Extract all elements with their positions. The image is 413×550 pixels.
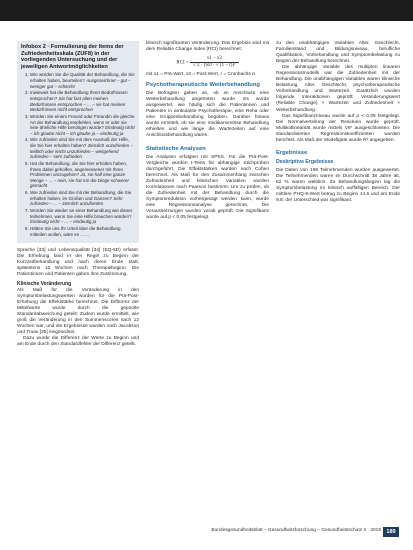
infobox-list [21,72,135,237]
paragraph: klinisch signifikanten Veränderung. Das Ergebnis wird mit dem Reliable Change Index (RCI) berechnet: [146,41,269,53]
formula-label: RCI = [176,60,189,66]
rci-formula [146,56,269,69]
paragraph: Sprache [33] und Lebensqualität [34] (EQ-5D) erfasst. Die Erhebung fand in der Regel zu Beginn der Kurzzeitbehandlung und nach deren Ende statt, spätestens 10 Wochen nach Therapiebeginn. Die Patientinnen und Patienten gaben ihre Zustimmung. [17,247,139,277]
paragraph: Die abhängige Variable des multiplen linearen Regressionsmodells war die Zufriedenheit mit der Behandlung. Die unabhängigen Variablen waren klinische Belastung, Alter, Geschlecht, psychotherapeutische Vorbehandlung und Wartezeit. Zusätzlich wurden folgende Interaktionen geprüft: Veränderungswert (Reliable Change) × Wartezeit und Zufriedenheit × Weiterbehandlung. [276,65,400,113]
paragraph: Die Daten von 189 Teilnehmenden wurden ausgewertet. Die Teilnehmenden waren im Durchschnitt 38 Jahre alt, 62 % waren weiblich. Zu Behandlungsbeginn lag die Symptombelastung im klinisch auffälligen Bereich. Der mittlere PHQ-9-Wert betrug zu Beginn 14,6 und am Ende 9,8; der Unterschied war signifikant. [276,167,400,204]
header-bar [0,0,413,21]
item-question: Hat die Behandlung, die Sie hier erhalten haben, Ihnen dabei geholfen, angemessener mit Ihren Problemen umzugehen? [30,161,128,178]
infobox [17,41,139,243]
infobox-title: Infobox 2 · Formulierung der Items der Zufriedenheitsskala (ZUF8) in der vorliegenden Untersuchung und der jeweiligen Antwortmöglichkeiten [21,44,124,70]
item-question: Würden Sie wieder an einer Behandlung wie dieser teilnehmen, wenn Sie eine Hilfe brauchen würden? [30,208,133,219]
column-3 [276,41,400,204]
section-heading: Psychotherapeutische Weiterbehandlung [146,82,260,89]
paragraph: Die Analysen erfolgten mit SPSS. Für die Prä-Post-Vergleiche wurden t-Tests für abhängige Stichproben durchgeführt. Die Effektstärken wurden nach Cohen berechnet. Als Maß für den Zusammenhang zwischen Zufriedenheit und klinischen Variablen wurden Korrelationen nach Pearson bestimmt. Um zu prüfen, ob die Zufriedenheit mit der Behandlung durch die Symptomreduktion vorhergesagt werden kann, wurde eine Regressionsanalyse gerechnet. Die Voraussetzungen wurden vorab geprüft. Die Signifikanz wurde auf p < 0,05 festgelegt. [146,154,269,220]
column-2 [146,41,269,221]
item-answer: Ziemlich unzufrieden – leidlich oder leicht unzufrieden – weitgehend zufrieden – sehr zufrieden [30,143,133,160]
paragraph: zu den unabhängigen Variablen Alter, Geschlecht, Familienstand und Bildungsniveau, berufliche Qualifikation, Vorbehandlung und Symptombelastung zu Beginn der Behandlung berechnet. [276,41,400,65]
item-answer: ... [85,231,90,237]
journal-citation: Bundesgesundheitsblatt – Gesundheitsforschung – Gesundheitsschutz 3 · 2019 [211,528,381,533]
section-heading: Ergebnisse [276,149,308,156]
paragraph: Die Befragten gaben an, ob im Anschluss eine Weiterbehandlung angetreten wurde. Es wurde ausgewertet, wie häufig sich die Patientinnen und Patienten in ambulante Psychotherapie, eine Reha oder eine Gruppenbehandlung begaben. Darüber hinaus wurde ermittelt, ob sie eine medikamentöse Behandlung erhielten und wie lange die Wartezeiten auf eine Anschlussbehandlung waren. [146,91,269,139]
formula-fraction [190,56,239,69]
formula-numerator: x1 – x2 [190,56,239,63]
paragraph: Das Signifikanzniveau wurde auf p < 0,05 festgelegt. Die Normalverteilung der Residuen wurde geprüft. Multikollinearität wurde mittels VIF ausgeschlossen. Die standardisierten Regressionskoeffizienten wurden berichtet. Als Maß der Modellgüte wurde R² angegeben. [276,113,400,143]
item-answer: Eindeutig nicht – ich glaube nicht – ich glaube ja – eindeutig ja [30,125,135,136]
infobox-item [30,208,135,225]
item-answer: Sie hat fast allen meinen Bedürfnissen entsprochen – ... – sie hat meinen Bedürfnissen nicht entsprochen [30,95,126,113]
item-question: Würden Sie einem Freund oder Freundin die gleiche Art der Behandlung empfehlen, wenn er oder sie eine ähnliche Hilfe benötigen würde? [30,113,135,131]
infobox-item [30,137,135,159]
subheading: Klinische Veränderung [17,280,72,287]
infobox-item [30,226,135,237]
column-1 [17,41,139,348]
section-heading: Statistische Analysen [146,145,206,152]
item-answer: Sehr zufrieden – ... – ziemlich unzufrieden [30,195,123,207]
paragraph: Dazu wurde die Differenz der Werte zu Beginn und am Ende durch den Standardfehler der Differenz geteilt. [17,336,139,348]
infobox-item [30,90,135,112]
infobox-item [30,114,135,136]
infobox-item [30,190,135,207]
paragraph: Als Maß für die Veränderung in den Symptombelastungswerten wurden für die Prä-Post-Erhebung die Effektstärke berechnet. Die Differenz der Mittelwerte wurde durch die gepoolte Standardabweichung geteilt. Zudem wurde ermittelt, wie groß die Veränderung in den Summenscores nach 12 Wochen war, und die Ergebnisse wurden nach Jacobson und Truax [35] eingeordnet. [17,287,139,336]
item-answer: Ausgezeichnet – gut – weniger gut – schlecht [30,77,131,89]
infobox-item [30,72,135,89]
formula-note: mit x1 = Prä-Wert, x2 = Post-Wert, r = Cronbachs α [146,72,255,78]
item-question: Wie würden Sie die Qualität der Behandlung, die Sie erhalten haben, beurteilen? [30,72,135,83]
item-answer: Ja, sie half eine ganze Menge – ... – nein, sie hat mir die Dinge schwerer gemacht [30,172,130,189]
infobox-item [30,161,135,189]
item-question: Wie zufrieden sind Sie mit dem Ausmaß der Hilfe, die Sie hier erhalten haben? [30,137,130,149]
item-question: Inwieweit hat die Behandlung Ihren Bedürfnissen entsprochen? [30,90,128,101]
page-footer [0,527,413,537]
item-answer: Eindeutig nicht – ... – eindeutig ja [30,219,97,225]
item-question: Wie zufrieden sind Sie mit der Behandlung, die Sie erhalten haben, im Großen und Ganzen? [30,190,132,201]
formula-denominator: √ 2 · (SD · √ (1 – r))² [193,63,236,69]
page-number: 189 [383,527,399,537]
item-question: Hätten Sie uns Ihr Urteil über die Behandlung mitteilen wollen, wäre es ... [30,226,121,237]
subsection-heading: Deskriptive Ergebnisse [276,158,334,165]
